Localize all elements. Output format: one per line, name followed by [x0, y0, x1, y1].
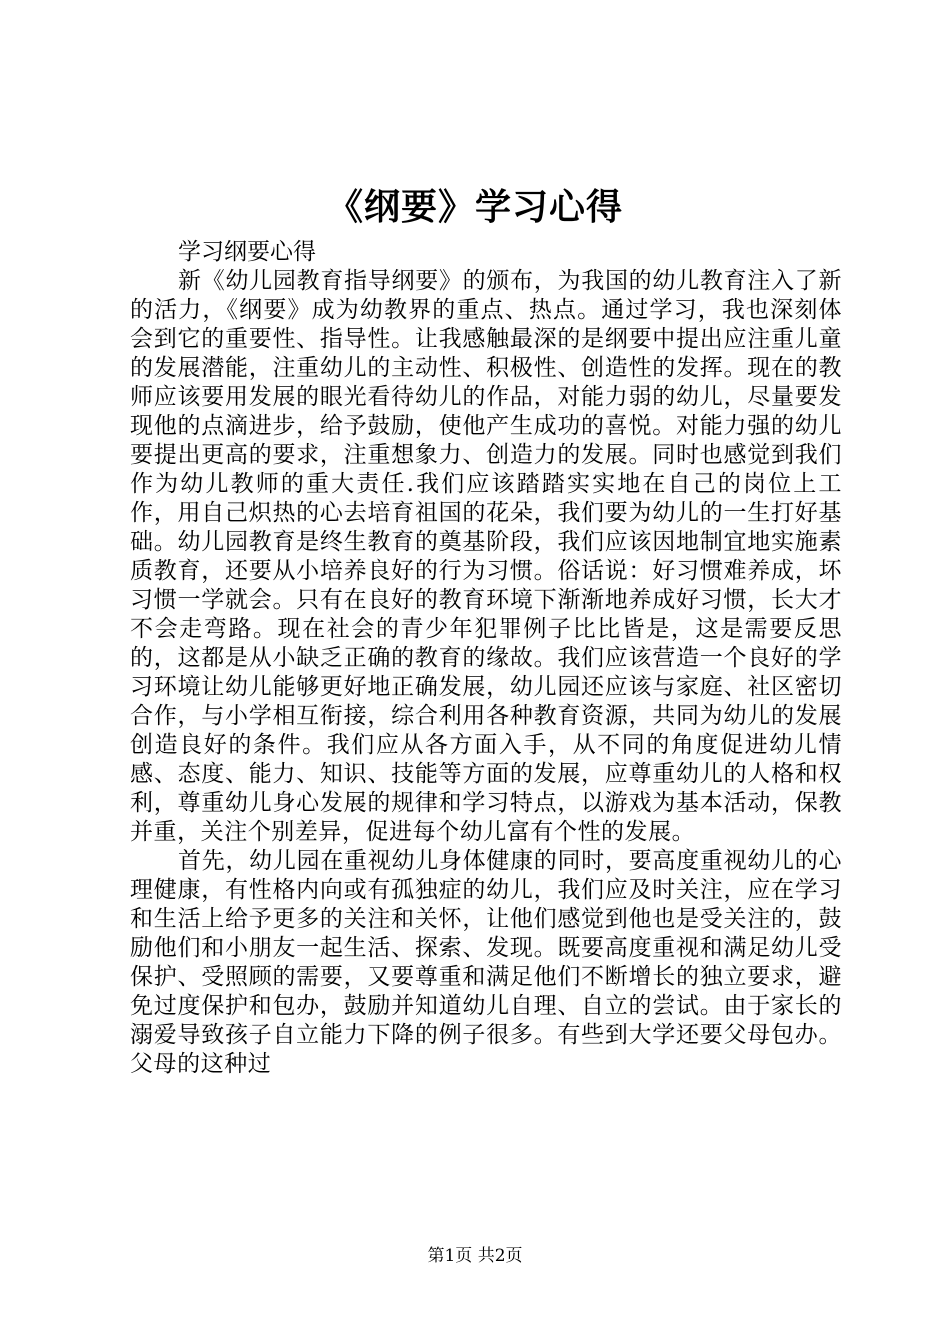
document-body	[130, 238, 842, 1079]
document-subtitle: 学习纲要心得	[178, 239, 316, 265]
paragraph-1: 新《幼儿园教育指导纲要》的颁布，为我国的幼儿教育注入了新的活力，《纲要》成为幼教界的重点、热点。通过学习，我也深刻体会到它的重要性、指导性。让我感触最深的是纲要中提出应注重儿童的发展潜能，注重幼儿的主动性、积极性、创造性的发挥。现在的教师应该要用发展的眼光看待幼儿的作品，对能力弱的幼儿，尽量要发现他的点滴进步，给予鼓励，使他产生成功的喜悦。对能力强的幼儿要提出更高的要求，注重想象力、创造力的发展。同时也感觉到我们作为幼儿教师的重大责任.我们应该踏踏实实地在自己的岗位上工作，用自己炽热的心去培育祖国的花朵，我们要为幼儿的一生打好基础。幼儿园教育是终生教育的奠基阶段，我们应该因地制宜地实施素质教育，还要从小培养良好的行为习惯。俗话说：好习惯难养成，坏习惯一学就会。只有在良好的教育环境下渐渐地养成好习惯，长大才不会走弯路。现在社会的青少年犯罪例子比比皆是，这是需要反思的，这都是从小缺乏正确的教育的缘故。我们应该营造一个良好的学习环境让幼儿能够更好地正确发展，幼儿园还应该与家庭、社区密切合作，与小学相互衔接，综合利用各种教育资源，共同为幼儿的发展创造良好的条件。我们应从各方面入手，从不同的角度促进幼儿情感、态度、能力、知识、技能等方面的发展，应尊重幼儿的人格和权利，尊重幼儿身心发展的规律和学习特点，以游戏为基本活动，保教并重，关注个别差异，促进每个幼儿富有个性的发展。	[130, 268, 842, 845]
paragraph-2: 首先，幼儿园在重视幼儿身体健康的同时，要高度重视幼儿的心理健康，有性格内向或有孤独症的幼儿，我们应及时关注，应在学习和生活上给予更多的关注和关怀，让他们感觉到他也是受关注的，鼓励他们和小朋友一起生活、探索、发现。既要高度重视和满足幼儿受保护、受照顾的需要，又要尊重和满足他们不断增长的独立要求，避免过度保护和包办，鼓励并知道幼儿自理、自立的尝试。由于家长的溺爱导致孩子自立能力下降的例子很多。有些到大学还要父母包办。父母的这种过	[130, 848, 842, 1077]
page-footer: 第1页 共2页	[427, 1246, 523, 1266]
document-title: 《纲要》学习心得	[326, 186, 623, 228]
